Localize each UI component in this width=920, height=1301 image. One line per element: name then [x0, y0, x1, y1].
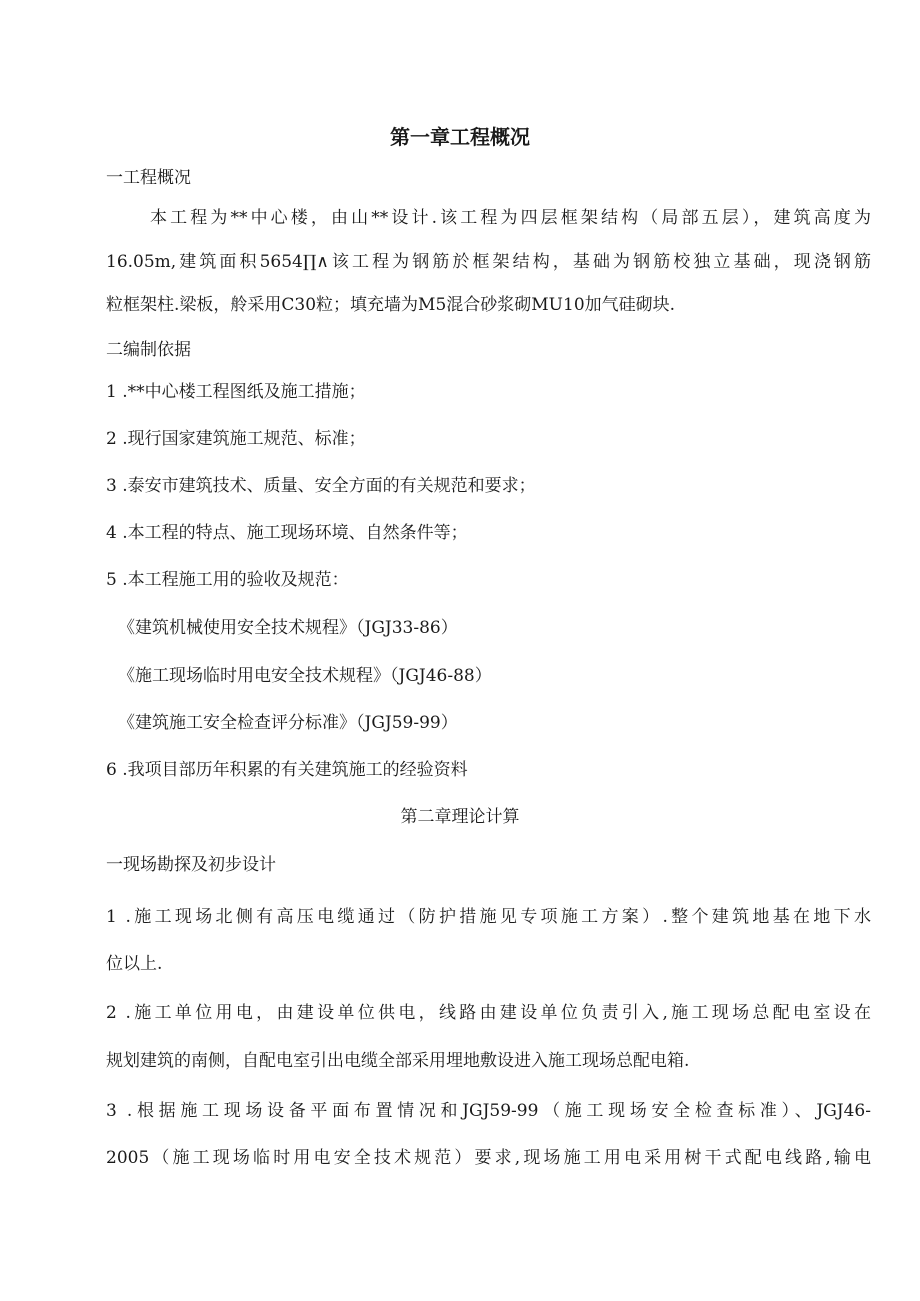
overview-line: 本工程为**中心楼，由山**设计.该工程为四层框架结构（局部五层），建筑高度为	[150, 208, 871, 228]
paragraph-line: 2 .施工单位用电，由建设单位供电，线路由建设单位负责引入,施工现场总配电室设在	[106, 1003, 871, 1023]
paragraph-line: 1 .施工现场北侧有高压电缆通过（防护措施见专项施工方案）.整个建筑地基在地下水	[106, 907, 871, 927]
basis-item: 6 .我项目部历年积累的有关建筑施工的经验资料	[106, 760, 468, 780]
chapter-1-title: 第一章工程概况	[390, 125, 530, 149]
paragraph-line: 2005（施工现场临时用电安全技术规范）要求,现场施工用电采用树干式配电线路,输电	[106, 1148, 871, 1168]
basis-item: 4 .本工程的特点、施工现场环境、自然条件等；	[106, 523, 468, 543]
standard-item: 《施工现场临时用电安全技术规程》（JGJ46-88）	[118, 666, 492, 686]
section-heading-basis: 二编制依据	[106, 340, 191, 360]
paragraph-line: 位以上.	[106, 954, 163, 974]
paragraph-line: 3 .根据施工现场设备平面布置情况和JGJ59-99（施工现场安全检查标准）、JGJ46-	[106, 1101, 871, 1121]
basis-item: 2 .现行国家建筑施工规范、标准；	[106, 429, 366, 449]
chapter-2-title: 第二章理论计算	[400, 807, 520, 827]
standard-item: 《建筑机械使用安全技术规程》（JGJ33-86）	[118, 618, 458, 638]
section-heading-overview: 一工程概况	[106, 168, 191, 188]
overview-line: 粒框架柱.梁板，舲采用C30粒；填充墙为M5混合砂浆砌MU10加气硅砌块.	[106, 295, 676, 315]
section-heading-survey: 一现场勘探及初步设计	[106, 855, 276, 875]
basis-item: 5 .本工程施工用的验收及规范：	[106, 570, 349, 590]
basis-item: 3 .泰安市建筑技术、质量、安全方面的有关规范和要求；	[106, 476, 536, 496]
basis-item: 1 .**中心楼工程图纸及施工措施；	[106, 382, 366, 402]
paragraph-line: 规划建筑的南侧，自配电室引出电缆全部采用埋地敷设进入施工现场总配电箱.	[106, 1051, 690, 1071]
overview-line: 16.05m,建筑面积5654∏∧该工程为钢筋於框架结构，基础为钢筋校独立基础，现浇钢筋	[106, 252, 871, 272]
standard-item: 《建筑施工安全检查评分标准》（JGJ59-99）	[118, 713, 458, 733]
